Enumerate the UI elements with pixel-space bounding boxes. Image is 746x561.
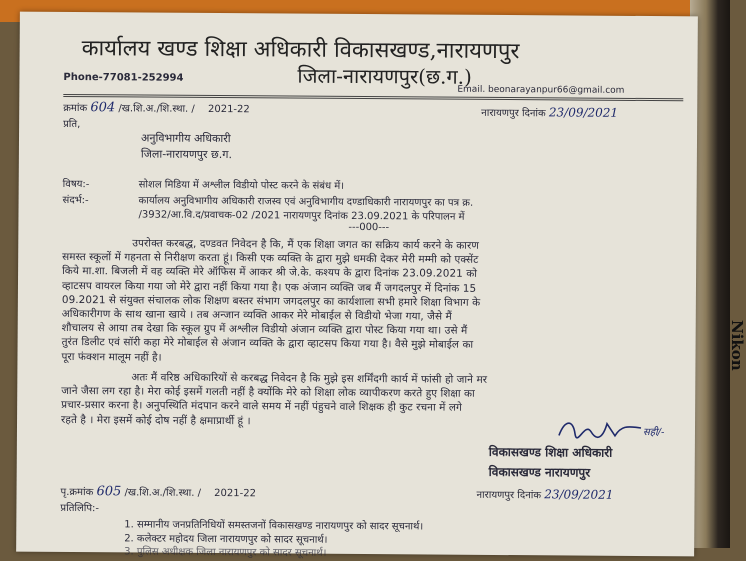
reference-label: संदर्भ:- (62, 194, 89, 207)
paragraph-1 (61, 236, 674, 368)
ref2-number: 605 (96, 484, 122, 500)
para1-line: अधिकारीगण के साथ खाना खाये । तब अन्जान व्यक्ति आकर मेरे मोबाईल से विडीयो भेजा गया, जैसे मैं (61, 307, 452, 323)
camera-brand-label: Nikon (728, 320, 746, 371)
ref-line-1 (63, 100, 250, 116)
ref2-prefix: पृ.क्रमांक (60, 486, 94, 499)
ref-date: 23/09/2021 (548, 105, 619, 120)
para1-line: तुरंत डिलीट एवं सॉरी कहा मेरे मोबाईल से अंजान व्यक्ति के द्वारा व्हाटसप किया गया है। वैसे मुझे मोबाईल का (61, 336, 474, 352)
copies-label: प्रतिलिपि:- (60, 502, 100, 515)
reference-line-2: /3932/आ.वि.द/प्रवाचक-02 /2021 नारायणपुर दिनांक 23.09.2021 के परिपालन में (138, 209, 465, 223)
document-page (16, 12, 698, 557)
ref2-office: /ख.शि.अ./शि.स्था. / (124, 487, 202, 499)
district-title: जिला-नारायणपुर(छ.ग.) (297, 63, 472, 89)
ref-date-2 (476, 487, 613, 502)
ref-date-1 (481, 105, 618, 120)
phone-number: Phone-77081-252994 (63, 71, 184, 84)
para1-line: व्हाटसप वायरल किया गया जो मेरे द्वारा नहीं किया गया है। एक अंजान व्यक्ति जब मैं जगदलपुर में दिनांक 15 (61, 279, 477, 295)
ref-year: 2021-22 (207, 103, 250, 116)
subject-text: सोशल मिडिया में अश्लील विडीयो पोस्ट करने के संबंध में। (138, 179, 345, 192)
ref-place-label: नारायणपुर दिनांक (481, 107, 546, 120)
handwritten-signature (555, 415, 645, 444)
para2-line: अतः मैं वरिष्ठ अधिकारियों से करबद्ध निवेदन है कि मुझे इस शर्मिंदगी कार्य में फांसी हो जाने मर (131, 371, 488, 386)
para2-line: रहते है । मेरा इसमें कोई दोष नहीं है क्षमाप्रार्थी हूं । (61, 413, 251, 427)
para1-line: पूरा फंक्शन मालूम नहीं है। (61, 350, 162, 364)
separator: ---000--- (348, 221, 390, 234)
copy-item-2: 2. कलेक्टर महोदय जिला नारायणपुर को सादर सूचनार्थ। (124, 533, 328, 546)
para2-line: जाने जैसा लग रहा है। मेरा कोई इसमें गलती नहीं है क्योंकि मेरे को शिक्षा लोक व्यापीकरण करते हुए शिक्षा का (61, 385, 475, 401)
signatory-title: विकासखण्ड शिक्षा अधिकारी (488, 444, 613, 460)
office-title: कार्यालय खण्ड शिक्षा अधिकारी विकासखण्ड,नारायणपुर (81, 36, 520, 65)
to-line-2: जिला-नारायणपुर छ.ग. (140, 147, 233, 162)
para1-line: 09.2021 से संयुक्त संचालक लोक शिक्षण बस्तर संभाग जगदलपुर का कार्यशाला सभी हमारे शिक्षा विभाग के (61, 293, 481, 309)
copy-item-3: 3. पुलिस अधीक्षक जिला नारायणपुर को सादर सूचनार्थ। (124, 546, 327, 559)
para1-line: शौचालय से आया तब देखा कि स्कूल ग्रुप में अश्लील विडीयो अंजान व्यक्ति द्वारा पोस्ट किया गया था। उसे मैं (61, 322, 468, 337)
ref2-place-label: नारायणपुर दिनांक (476, 489, 542, 502)
ref2-date: 23/09/2021 (544, 487, 614, 502)
copy-item-1: 1. सम्मानीय जनप्रतिनिधियों समस्तजनों विकासखण्ड नारायणपुर को सादर सूचनार्थ। (124, 519, 424, 533)
para1-line: उपरोक्त करबद्ध, दण्डवत निवेदन है कि, मैं एक शिक्षा जगत का सक्रिय कार्य करने के कारण (132, 237, 479, 252)
to-label: प्रति, (63, 118, 81, 131)
email-address: Email. beonarayanpur66@gmail.com (457, 84, 625, 96)
signature-mark: सही/- (642, 427, 665, 439)
signatory-office: विकासखण्ड नारायणपुर (488, 464, 591, 480)
ref2-year: 2021-22 (214, 488, 257, 500)
ref-office: /ख.शि.अ./शि.स्था. / (118, 103, 195, 115)
ref-line-2 (60, 484, 256, 500)
subject-label: विषय:- (62, 178, 90, 191)
to-line-1: अनुविभागीय अधिकारी (140, 131, 231, 146)
para2-line: प्रचार-प्रसार करना है। अनुपस्थिति मंदपान करने वाले समय में नहीं पंहुचने वाले शिक्षक ही कुट रचना में लगे (61, 399, 463, 415)
para1-line: किये मा.शा. बिजली में वह व्यक्ति मेरे ऑफिस में आकर श्री जे.के. कश्यप के द्वारा दिनांक 23.09.2021 को (62, 265, 478, 281)
para1-line: समस्त स्कूलों में गहनता से निरीक्षण करता हूं। किसी एक व्यक्ति के द्वारा मुझे धमकी देकर मेरी मम्मी को एक्सेंट (62, 251, 479, 267)
ref-prefix: क्रमांक (63, 102, 88, 115)
reference-line-1: कार्यालय अनुविभागीय अधिकारी राजस्व एवं अनुविभागीय दण्डाधिकारी नारायणपुर का पत्र क्र. (138, 195, 474, 209)
ref-number: 604 (90, 100, 116, 116)
